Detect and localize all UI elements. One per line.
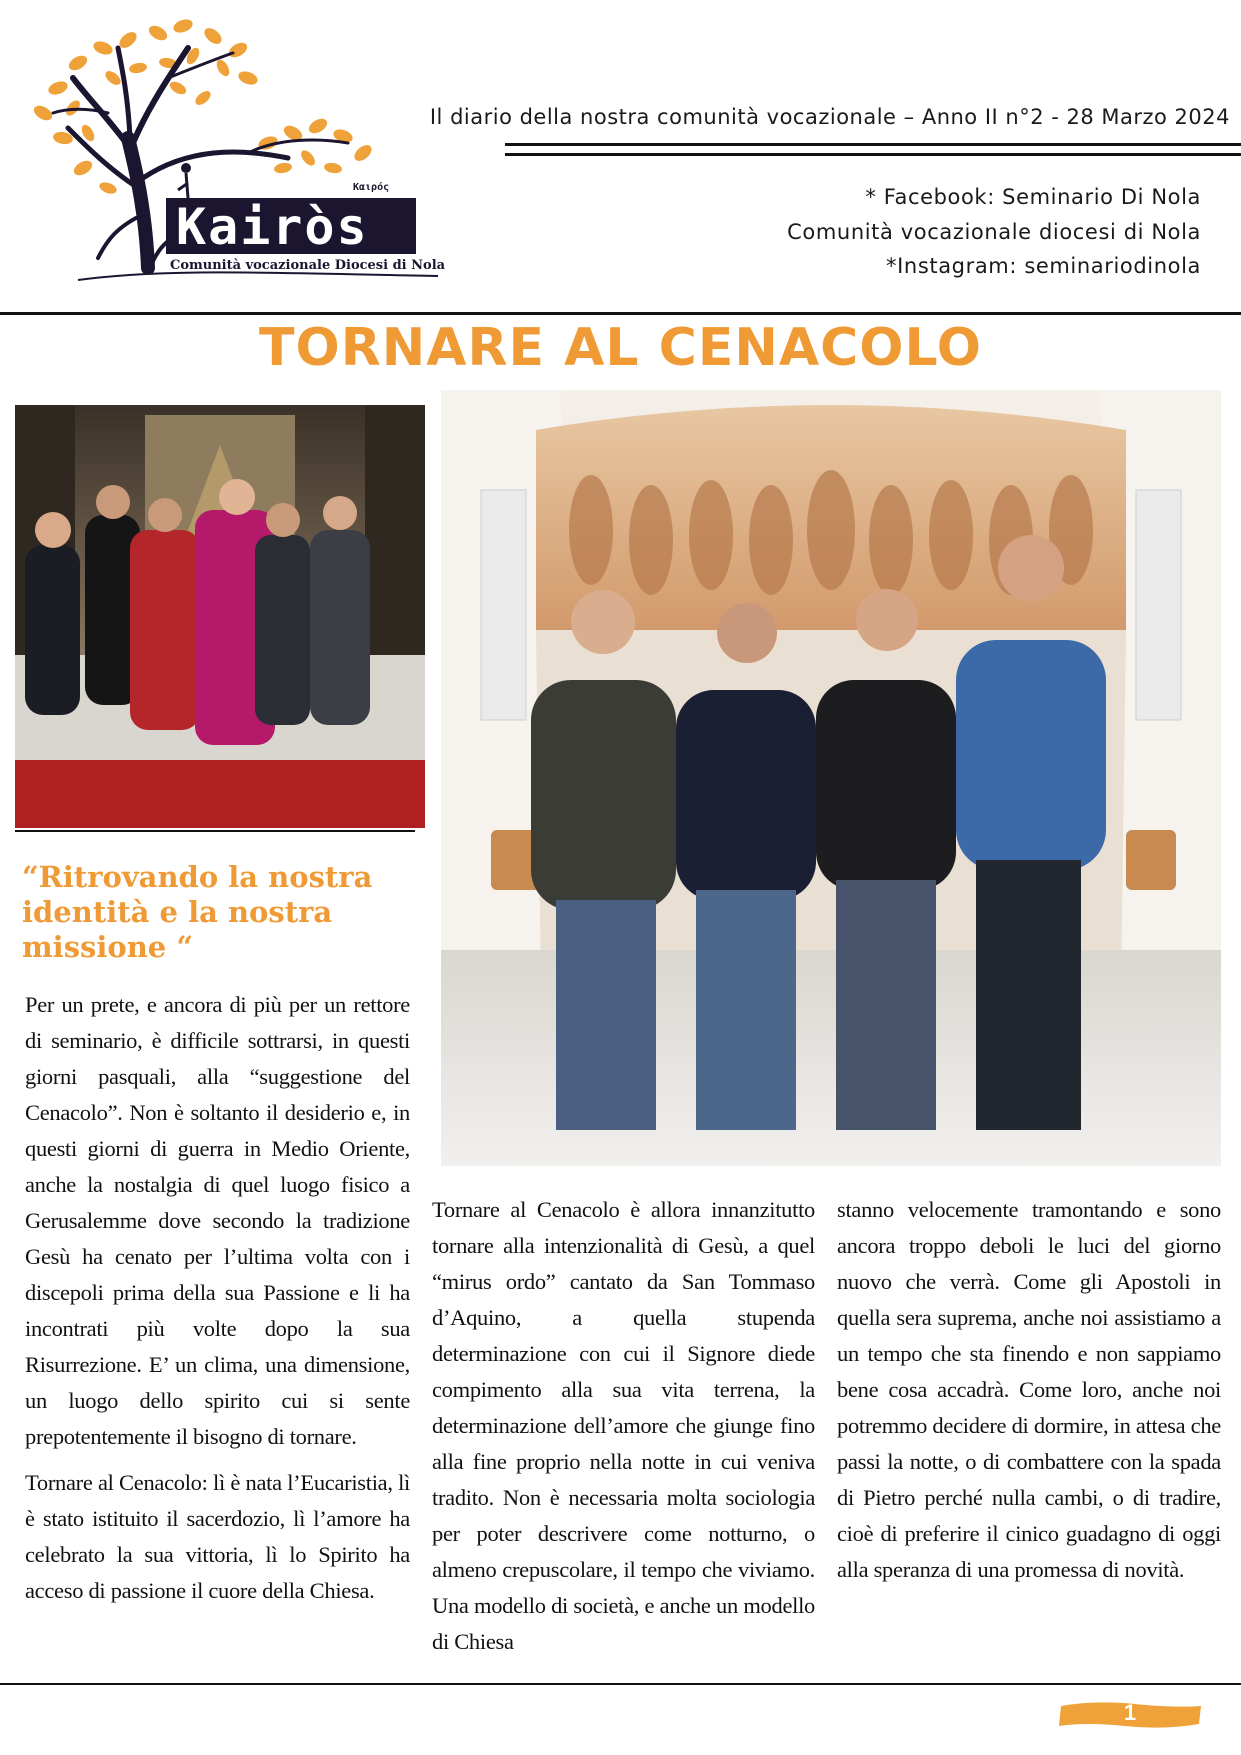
column-1 xyxy=(25,987,410,1619)
article-title: TORNARE AL CENACOLO xyxy=(259,318,982,378)
header-rule-bottom xyxy=(505,153,1241,156)
photo-cathedral-group xyxy=(15,405,425,828)
community-line: Comunità vocazionale diocesi di Nola xyxy=(787,220,1201,244)
photo-cenacolo-group xyxy=(441,390,1221,1166)
header-rule-top xyxy=(505,143,1241,146)
kairos-logo xyxy=(18,18,458,296)
photo-caption-rule xyxy=(15,830,415,832)
footer-rule xyxy=(0,1683,1241,1685)
paragraph: Tornare al Cenacolo è allora innanzitutto tornare alla intenzionalità di Gesù, a quel “mirus ordo” cantato da San Tommaso d’Aquino, a quella stupenda determinazione con cui il Signore diede compimento alla sua vita terrena, la determinazione dell’amore che giunge fino alla fine proprio nella notte in cui veniva tradito. Non è necessaria molta sociologia per poter descrivere come notturno, o almeno crepuscolare, il tempo che viviamo. Una modello di società, e anche un modello di Chiesa xyxy=(432,1197,815,1654)
column-2 xyxy=(432,1192,815,1670)
logo-subtitle: Comunità vocazionale Diocesi di Nola xyxy=(170,258,446,273)
logo-wordmark: Kairòs xyxy=(176,198,369,256)
facebook-line: * Facebook: Seminario Di Nola xyxy=(865,185,1201,209)
page-number: 1 xyxy=(1123,1700,1137,1725)
pull-quote: “Ritrovando la nostra identità e la nostra missione “ xyxy=(22,860,373,964)
column-3 xyxy=(837,1192,1221,1598)
paragraph: Per un prete, e ancora di più per un rettore di seminario, è difficile sottrarsi, in questi giorni pasquali, alla “suggestione del Cenacolo”. Non è soltanto il desiderio e, in questi giorni di guerra in Medio Oriente, anche la nostalgia di quel luogo fisico a Gerusalemme dove secondo la tradizione Gesù ha cenato per l’ultima volta con i discepoli prima della sua Passione e li ha incontrati più volte dopo la sua Risurrezione. E’ un clima, una dimensione, un luogo dello spirito cui si sente prepotentemente il bisogno di tornare. xyxy=(25,992,410,1449)
issue-line: Il diario della nostra comunità vocazionale – Anno II n°2 - 28 Marzo 2024 xyxy=(429,105,1230,129)
instagram-line: *Instagram: seminariodinola xyxy=(886,254,1201,278)
tree-logo-icon xyxy=(18,18,458,296)
header-divider xyxy=(0,312,1241,315)
logo-greek: Καιρός xyxy=(353,182,390,193)
paragraph: Tornare al Cenacolo: lì è nata l’Eucaristia, lì è stato istituito il sacerdozio, lì l’amore ha celebrato la sua vittoria, lì lo Spirito ha acceso di passione il cuore della Chiesa. xyxy=(25,1470,410,1603)
paragraph: stanno velocemente tramontando e sono ancora troppo deboli le luci del giorno nuovo che verrà. Come gli Apostoli in quella sera suprema, anche noi assistiamo a un tempo che sta finendo e non sappiamo bene cosa accadrà. Come loro, anche noi potremmo decidere di dormire, in attesa che passi la notte, o di combattere con la spada di Pietro perché nulla cambi, o di tradire, cioè di preferire il cinico guadagno di oggi alla speranza di una promessa di novità. xyxy=(837,1197,1221,1582)
